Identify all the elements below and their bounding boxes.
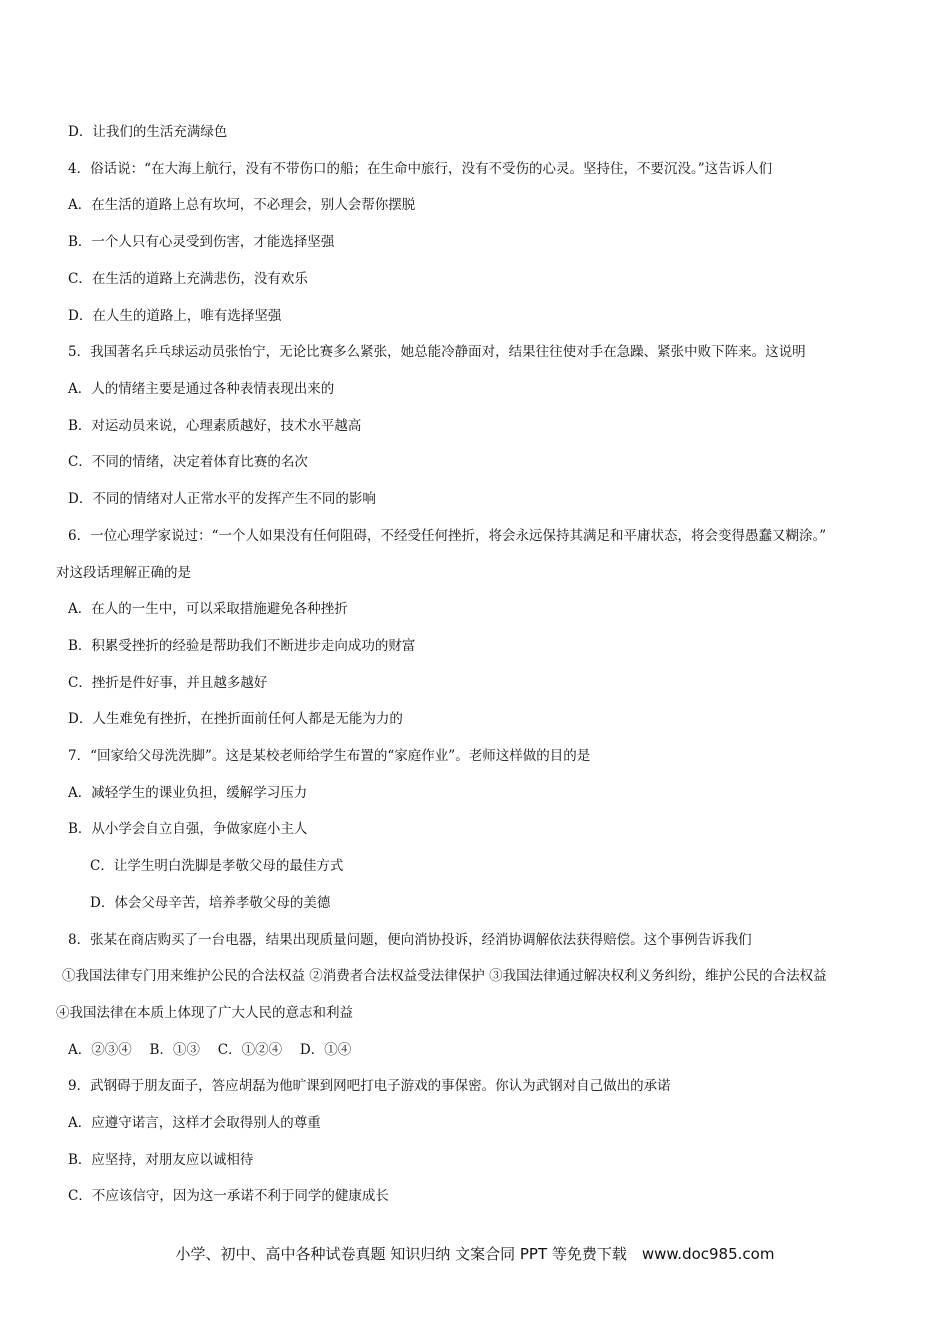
question-9: 9．武钢碍于朋友面子，答应胡磊为他旷课到网吧打电子游戏的事保密。你认为武钢对自己做出的承诺 [68,1078,671,1094]
question-6-continued: 对这段话理解正确的是 [56,565,191,581]
option-d-q6: D．人生难免有挫折，在挫折面前任何人都是无能为力的 [68,711,403,727]
option-a-q9: A．应遵守诺言，这样才会取得别人的尊重 [68,1115,321,1131]
option-b-q9: B．应坚持，对朋友应以诚相待 [68,1152,254,1168]
question-4: 4．俗话说：“在大海上航行，没有不带伤口的船；在生命中旅行，没有不受伤的心灵。坚持住，不要沉没。”这告诉人们 [68,161,773,177]
option-b-q5: B．对运动员来说，心理素质越好，技术水平越高 [68,418,362,434]
option-a-q6: A．在人的一生中，可以采取措施避免各种挫折 [68,601,348,617]
option-b-q6: B．积累受挫折的经验是帮助我们不断进步走向成功的财富 [68,638,416,654]
question-8-options: A．②③④ B．①③ C．①②④ D．①④ [68,1042,352,1058]
option-b-q7: B．从小学会自立自强，争做家庭小主人 [68,821,308,837]
question-8-statements-continued: ④我国法律在本质上体现了广大人民的意志和利益 [56,1005,353,1021]
question-7: 7．“回家给父母洗洗脚”。这是某校老师给学生布置的“家庭作业”。老师这样做的目的是 [68,748,591,764]
option-a-q5: A．人的情绪主要是通过各种表情表现出来的 [68,381,335,397]
option-d-q5: D．不同的情绪对人正常水平的发挥产生不同的影响 [68,491,376,507]
question-8-statements: ①我国法律专门用来维护公民的合法权益 ②消费者合法权益受法律保护 ③我国法律通过解决权利义务纠纷，维护公民的合法权益 [62,968,827,984]
option-d-q3: D．让我们的生活充满绿色 [68,124,228,140]
option-d-q7: D．体会父母辛苦，培养孝敬父母的美德 [90,895,331,911]
page-footer: 小学、初中、高中各种试卷真题 知识归纳 文案合同 PPT 等免费下载 www.doc985.com [175,1245,775,1263]
option-a-q7: A．减轻学生的课业负担，缓解学习压力 [68,785,308,801]
option-d-q4: D．在人生的道路上，唯有选择坚强 [68,308,282,324]
option-c-q7: C．让学生明白洗脚是孝敬父母的最佳方式 [90,858,344,874]
option-c-q6: C．挫折是件好事，并且越多越好 [68,675,268,691]
question-8: 8．张某在商店购买了一台电器，结果出现质量问题，便向消协投诉，经消协调解依法获得赔偿。这个事例告诉我们 [68,932,752,948]
question-5: 5．我国著名乒乓球运动员张怡宁，无论比赛多么紧张，她总能冷静面对，结果往往使对手在急躁、紧张中败下阵来。这说明 [68,344,806,360]
option-a-q4: A．在生活的道路上总有坎坷，不必理会，别人会帮你摆脱 [68,197,416,213]
option-b-q4: B．一个人只有心灵受到伤害，才能选择坚强 [68,234,335,250]
option-c-q9: C．不应该信守，因为这一承诺不利于同学的健康成长 [68,1188,389,1204]
question-6: 6．一位心理学家说过：“一个人如果没有任何阻碍，不经受任何挫折，将会永远保持其满足和平庸状态，将会变得愚蠢又糊涂。” [68,528,827,544]
option-c-q4: C．在生活的道路上充满悲伤，没有欢乐 [68,271,308,287]
option-c-q5: C．不同的情绪，决定着体育比赛的名次 [68,454,308,470]
